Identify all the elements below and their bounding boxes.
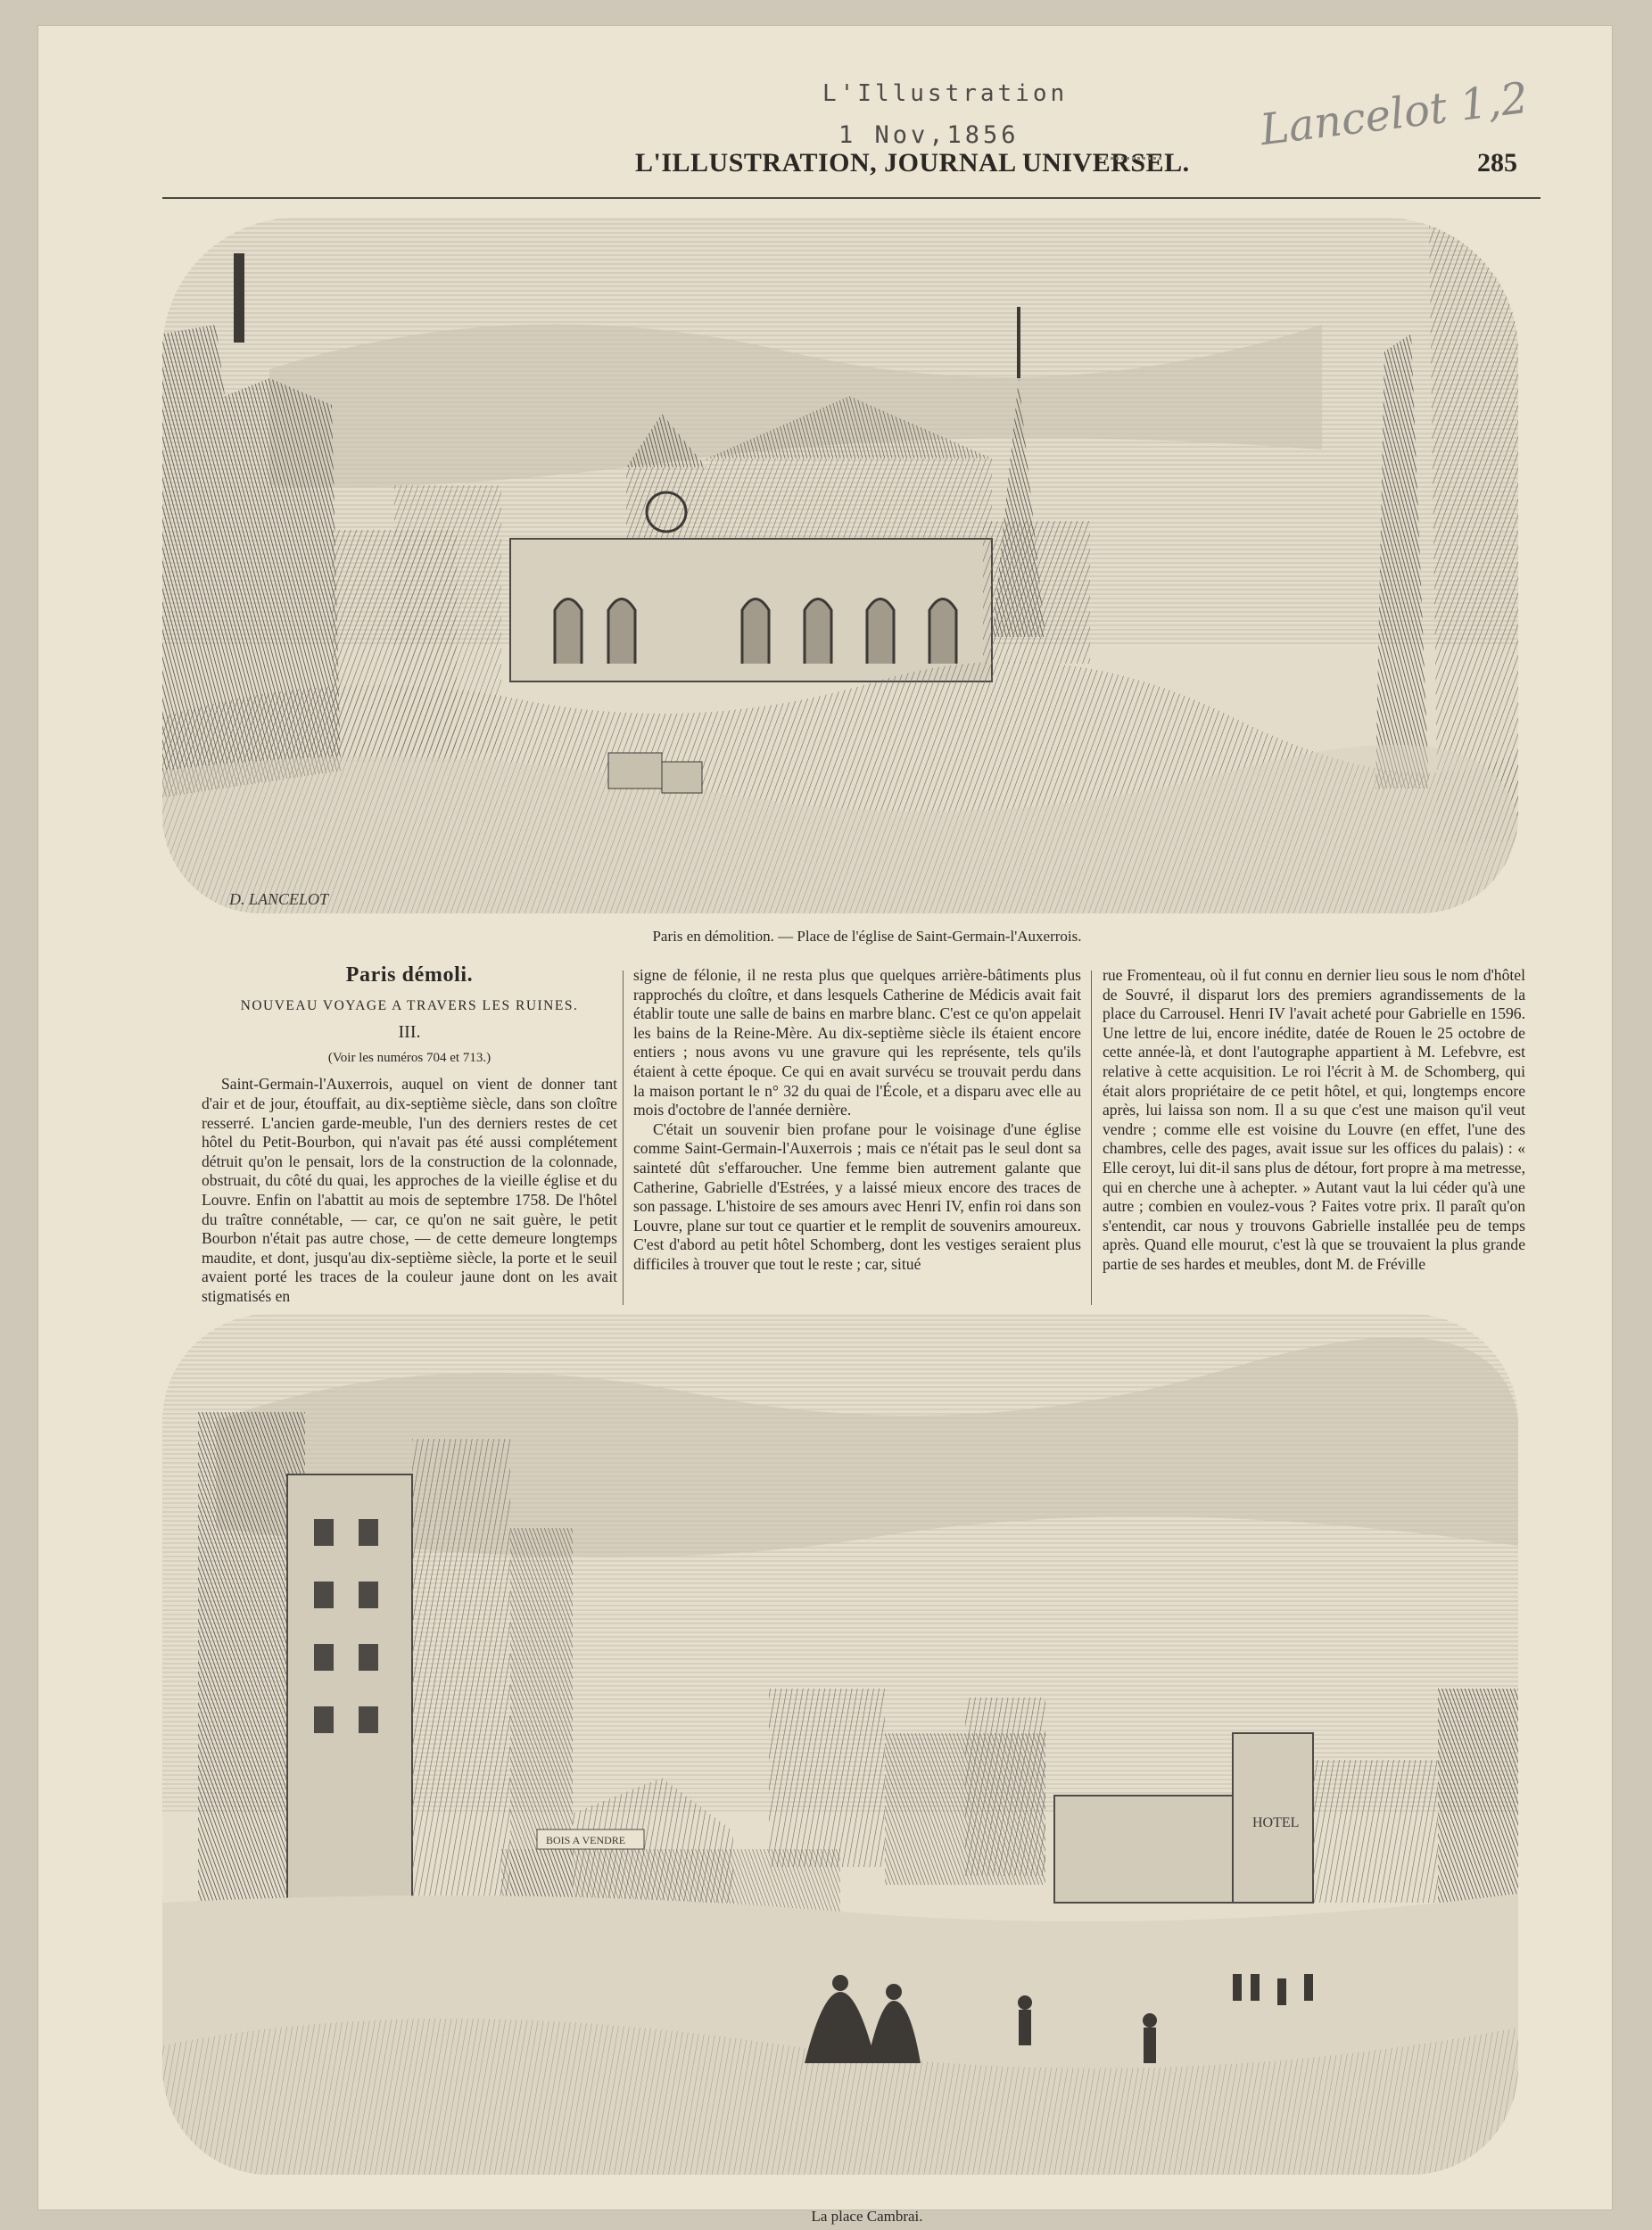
bottom-illustration-caption: La place Cambrai.	[811, 2208, 923, 2225]
article-column-3	[1103, 966, 1525, 1275]
pencil-mark	[1099, 157, 1161, 160]
running-head: L'ILLUSTRATION, JOURNAL UNIVERSEL.	[635, 148, 1190, 178]
top-illustration-caption: Paris en démolition. — Place de l'église de Saint-Germain-l'Auxerrois.	[652, 928, 1082, 945]
engraving-place-cambrai	[162, 1314, 1518, 2175]
column-divider	[623, 970, 624, 1305]
article-part-number: III.	[398, 1022, 421, 1043]
article-reference: (Voir les numéros 704 et 713.)	[327, 1050, 491, 1065]
engraving-church-ruins	[162, 218, 1518, 913]
handwritten-note: Lancelot 1,2	[1257, 72, 1532, 156]
library-stamp-date: 1 Nov,1856	[838, 121, 1020, 149]
page-number: 285	[1477, 148, 1517, 178]
engraver-signature: D. LANCELOT	[229, 890, 329, 908]
article-column-2	[633, 966, 1081, 1275]
header-rule	[162, 197, 1540, 199]
paragraph: C'était un souvenir bien profane pour le voisinage d'une église comme Saint-Germain-l'Auxerrois ; mais ce n'était pas le seul dont sa sainteté dût s'effaroucher. Une femme bien autrement galante que Catherine, Gabrielle d'Estrées, y a laissé mieux encore des traces de son passage. L'histoire de ses amours avec Henri IV, enfin roi dans son Louvre, plane sur tout ce quartier et le remplit de souvenirs amoureux. C'est d'abord au petit hôtel Schomberg, dont les vestiges seraient plus difficiles à trouver que tout le reste ; car, situé	[633, 1119, 1081, 1273]
article-subtitle: NOUVEAU VOYAGE A TRAVERS LES RUINES.	[240, 997, 579, 1013]
hotel-sign: HOTEL	[1252, 1815, 1300, 1830]
article-title: Paris démoli.	[345, 963, 474, 987]
article-column-1	[202, 963, 617, 1307]
library-stamp-title: L'Illustration	[822, 80, 1069, 107]
wood-sale-sign: BOIS A VENDRE	[546, 1834, 626, 1846]
paragraph: rue Fromenteau, où il fut connu en dernier lieu sous le nom d'hôtel de Souvré, il disparut lors des premiers agrandissements de la place du Carrousel. Henri IV l'avait acheté pour Gabrielle en 1596. Une lettre de lui, encore inédite, datée de Rouen le 25 octobre de cette année-là, et dont l'autographe appartient à M. Lefebvre, est relative à cette acquisition. Le roi l'écrit à M. de Schomberg, qui était alors propriétaire de ce petit hôtel, et qui, longtemps encore après, lui laissa son nom. Il a su que c'est une maison qu'il veut vendre ; comme elle est voisine du Louvre (en effet, l'une des chambres, celle des pages, avait issue sur les offices du palais) : « Elle ceroyt, lui dit-il sans plus de détour, fort propre à ma metresse, qui en cherche une à achepter. » Autant vaut la lui céder qu'à une autre ; combien en voulez-vous ? Faites votre prix. Il paraît qu'on s'entendit, car nous y trouvons Gabrielle installée peu de temps après. Quand elle mourut, c'est là que se trouvaient la plus grande partie de ses hardes et meubles, dont M. de Fréville	[1103, 966, 1525, 1273]
paragraph: Saint-Germain-l'Auxerrois, auquel on vient de donner tant d'air et de jour, étouffait, au dix-septième siècle, dans son cloître resserré. L'ancien garde-meuble, l'un des derniers restes de cet hôtel du Petit-Bourbon, qui n'avait pas été aussi complétement détruit qu'on le pensait, lors de la construction de la colonnade, obstruait, du côté du quai, les approches de la vieille église et du Louvre. Enfin on l'abattit au mois de septembre 1758. De l'hôtel du traître connétable, — car, ce qu'on ne sait guère, le petit Bourbon n'était pas autre chose, — de cette demeure longtemps maudite, et dont, jusqu'au dix-septième siècle, la porte et le seuil avaient porté les traces de la couleur jaune dont on les avait stigmatisés en	[202, 1075, 617, 1305]
newspaper-page	[37, 25, 1613, 2225]
paragraph: signe de félonie, il ne resta plus que quelques arrière-bâtiments plus rapprochés du cloître, et dans lesquels Catherine de Médicis avait fait établir toute une salle de bains en marbre blanc. C'est ce qu'on appelait les bains de la Reine-Mère. Au dix-septième siècle ils étaient encore entiers ; nous avons vu une gravure qui les représente, tels qu'ils étaient à cette époque. Ce qui en avait survécu se trouvait perdu dans la maison portant le n° 32 du quai de l'École, et a disparu avec elle au mois d'octobre de l'année dernière.	[633, 966, 1081, 1119]
column-divider	[1091, 970, 1092, 1305]
